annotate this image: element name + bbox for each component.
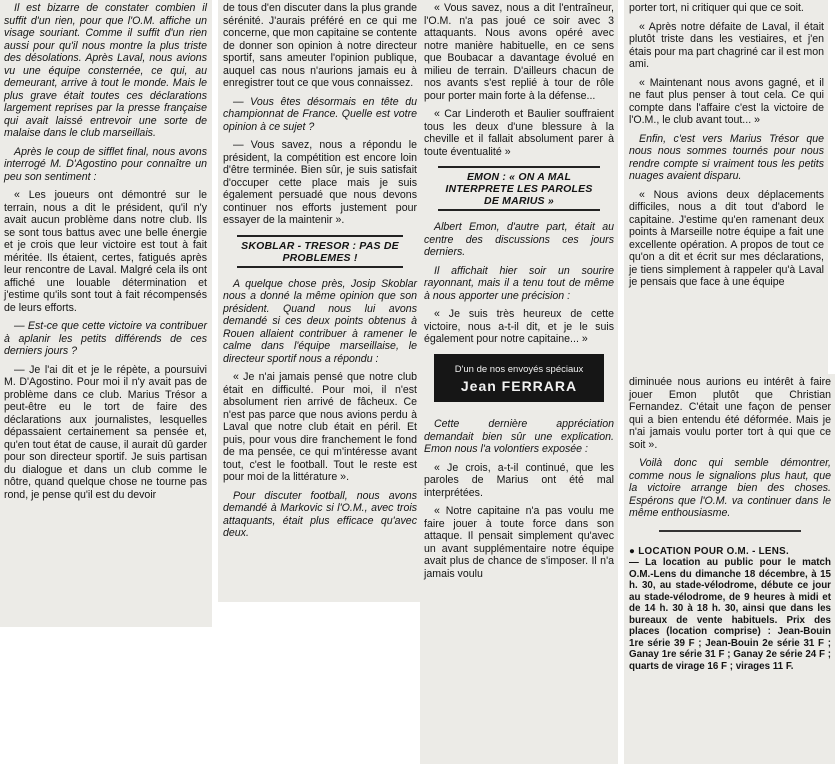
paragraph: A quelque chose près, Josip Skoblar nous a donné la même opinion que son président. Quand nous lui avons demandé si ces deux points obtenus à Rouen allaient contribuer à ramener le calme dans l'équipe marseillaise, le directeur sportif nous a répondu : [223,277,417,365]
section-divider [659,530,801,532]
paragraph: « Maintenant nous avons gagné, et il ne faut plus penser à tout cela. Ce qui compte dans l'affaire c'est la victoire de l'O.M., le club avant tout... » [629,76,824,126]
paragraph: diminuée nous aurions eu intérêt à faire jouer Emon plutôt que Christian Fernandez. C'était une façon de penser qui a bien entendu été déformée. Mais je n'ai jamais voulu porter tort à qui que ce soit ». [629,376,831,451]
paragraph: « Vous savez, nous a dit l'entraîneur, l'O.M. n'a pas joué ce soir avec 3 attaquants. Nous avons opéré avec notre manière habituelle, en ce sens que Boubacar a davantage évolué en milieu de terrain. D'ailleurs chacun de nos avants s'est replié à tour de rôle pour porter main forte à la défense... [424,2,614,102]
article-column-2 [218,0,422,602]
paragraph: Après le coup de sifflet final, nous avons interrogé M. D'Agostino pour connaître un peu son sentiment : [4,145,207,183]
paragraph: — Vous savez, nous a répondu le président, la compétition est encore loin d'être terminée. Bien sûr, je suis satisfait d'occuper cette place mais je suis également persuadé que nous devons continuer nos efforts justement pour essayer de la maintenir ». [223,139,417,226]
article-column-4-bottom [624,374,835,764]
paragraph: « Les joueurs ont démontré sur le terrain, nous a dit le président, qu'il n'y avait aucun problème dans notre club. Ils se sont tous battus avec une belle énergie et je crois que leur victoire est tout à fait méritée. Ils étaient, certes, fatigués après leur rencontre de Laval. Malgré cela ils ont affiché une louable détermination et j'estime qu'ils sont tout à fait récompensés de leurs efforts. [4,189,207,314]
byline-label: D'un de nos envoyés spéciaux [454,363,584,375]
paragraph: porter tort, ni critiquer qui que ce soit. [629,2,804,14]
intro-paragraph: Il est bizarre de constater combien il suffit d'un rien, pour que l'O.M. affiche un visage souriant. Comme il suffit d'un rien aussi pour qu'il nous montre la plus triste des désolations. Après Laval, nous avions vu une équipe consternée, ce qui, au demeurant, arrive à tout le monde. Mais le plus grave était toutes ces déclarations largement reprises par la presse française qui avait laissé entrevoir une sorte de malaise dans le club marseillais. [4,2,207,139]
question-paragraph: — Est-ce que cette victoire va contribuer à aplanir les petits différends de ces derniers jours ? [4,320,207,357]
paragraph: « Je n'ai jamais pensé que notre club était en difficulté. Pour moi, il n'est absolument rien arrivé de fâcheux. Ce n'est pas parce que nous avions perdu à Laval que notre club était en péril. Et puis, pour vous dire franchement le fond de ma pensée, ce qui m'intéresse avant tout, c'est le football. Tout le reste est pour moi de la littérature ». [223,371,417,483]
paragraph: « Après notre défaite de Laval, il était plutôt triste dans les vestiaires, et j'en étais pour ma part chagriné car il est mon ami. [629,20,824,70]
article-column-4-top [624,0,828,374]
location-title: ● LOCATION POUR O.M. - LENS. [629,545,789,557]
paragraph: « Notre capitaine n'a pas voulu me faire jouer à toute force dans son attaque. Il pensait simplement qu'avec un avant supplémentaire notre équipe avait plus de chance de s'imposer. Il n'a jamais voulu [424,505,614,580]
paragraph: de tous d'en discuter dans la plus grande sérénité. J'aurais préféré en ce qui me concerne, que mon capitaine se contente de donner son opinion à notre directeur sportif, sans ameuter l'opinion publique, auquel cas nous n'aurions jamais eu à enregistrer tout ce que vous connaissez. [223,2,417,89]
paragraph: — Je l'ai dit et je le répète, a poursuivi M. D'Agostino. Pour moi il n'y avait pas de problème dans ce club. Marius Trésor a peut-être eu le tort de faire des déclarations aux journalistes, lesquelles dépassaient certainement sa pensée et, qu'en tout état de cause, il aurait dû garder pour son directeur sportif. Je suis partisan du dialogue et dans un club comme le nôtre, quand quelque chose ne tourne pas rond, je pense qu'il est du devoir [4,363,207,501]
question-paragraph: — Vous êtes désormais en tête du championnat de France. Quelle est votre opinion à ce sujet ? [223,95,417,133]
subheadline-skoblar-tresor: SKOBLAR - TRESOR : PAS DE PROBLEMES ! [237,235,403,268]
paragraph: Cette dernière appréciation demandait bien sûr une explication. Emon nous l'a volontiers exposée : [424,418,614,455]
location-notice [629,546,831,673]
byline-name: Jean FERRARA [460,377,578,394]
subheadline-emon: EMON : « ON A MAL INTERPRETE LES PAROLES DE MARIUS » [438,166,600,211]
paragraph: « Car Linderoth et Baulier souffraient tous les deux d'une blessure à la cheville et il fallait absolument parer à toute éventualité » [424,108,614,158]
paragraph: « Je suis très heureux de cette victoire, nous a-t-il dit, et je le suis également pour notre capitaine... » [424,308,614,345]
paragraph: Pour discuter football, nous avons demandé à Markovic si l'O.M., avec trois attaquants, était plus efficace qu'avec deux. [223,489,417,539]
paragraph: Il affichait hier soir un sourire rayonnant, mais il a tenu tout de même à nous apporter une précision : [424,264,614,302]
article-column-1 [0,0,212,627]
byline-box [434,354,604,403]
article-column-3 [420,0,618,764]
paragraph: Enfin, c'est vers Marius Trésor que nous nous sommes tournés pour nous rendre compte si vraiment tous les petits nuages avaient disparu. [629,132,824,182]
paragraph: Albert Emon, d'autre part, était au centre des discussions ces jours derniers. [424,221,614,258]
paragraph: « Je crois, a-t-il continué, que les paroles de Marius ont été mal interprétées. [424,461,614,499]
location-body: — La location au public pour le match O.M.-Lens du dimanche 18 décembre, à 15 h. 30, au stade-vélodrome, débute ce jour au stade-vélodrome, de 9 heures à midi et de 14 h. 30 à 18 h. 30, ainsi que dans les bureaux de vente habituels. Prix des places (location comprise) : Jean-Bouin 1re série 39 F ; Jean-Bouin 2e série 31 F ; Ganay 1re série 31 F ; Ganay 2e série 24 F ; quarts de virage 16 F ; virages 11 F. [629,557,831,672]
paragraph: « Nous avions deux déplacements difficiles, nous a dit tout d'abord le capitaine. J'estime qu'en ramenant deux points à Marseille notre équipe a fait une excellente opération. A propos de tout ce qu'on a dit et écrit sur mes déclarations, je tiens simplement à rappeler qu'à Laval je pensais que face à une équipe [629,188,824,288]
closing-paragraph: Voilà donc qui semble démontrer, comme nous le signalions plus haut, que la victoire arrange bien des choses. Espérons que l'O.M. va continuer dans le même enthousiasme. [629,457,831,519]
